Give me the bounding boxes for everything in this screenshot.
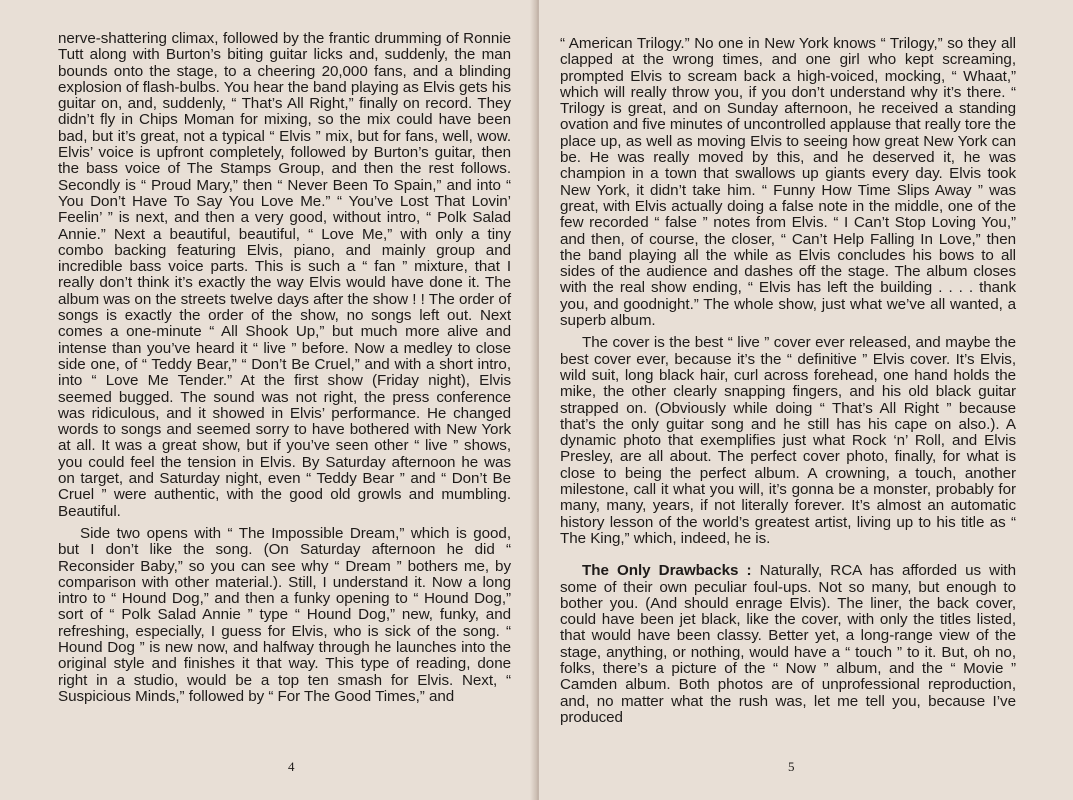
drawbacks-paragraph (560, 563, 1016, 726)
page-number-left: 4 (288, 759, 295, 774)
left-paragraph-1: nerve-shattering climax, followed by the frantic drumming of Ronnie Tutt along with Burton’s biting guitar licks and, suddenly, the man bounds onto the stage, to a cheering 20,000 fans, and a blinding explosion of flash-bulbs. You hear the band playing as Elvis gets his guitar on, and, suddenly, “ That’s All Right,” finally on record. They didn’t fly in Chips Moman for mixing, so the mix could have been bad, but it’s great, not a typical “ Elvis ” mix, but for fans, well, wow. Elvis’ voice is upfront completely, followed by Burton’s guitar, then the bass voice of The Stamps Group, and then the rest follows. Secondly is “ Proud Mary,” then “ Never Been To Spain,” and into “ You Don’t Have To Say You Love Me.” “ You’ve Lost That Lovin’ Feelin’ ” is next, and then a very good, without intro, “ Polk Salad Annie.” Next a beautiful, beautiful, “ Love Me,” with only a tiny combo backing featuring Elvis, piano, and mainly group and incredible bass voice parts. This is such a “ fan ” mixture, that I really don’t think it’s exactly the way Elvis would have done it. The album was on the streets twelve days after the show ! ! The order of songs is exactly the order of the show, no songs left out. Next comes a one-minute “ All Shook Up,” but much more alive and intense than you’ve heard it “ live ” before. Now a medley to close side one, of “ Teddy Bear,” “ Don’t Be Cruel,” and with a short intro, into “ Love Me Tender.” At the first show (Friday night), Elvis seemed bugged. The sound was not right, the press conference was ridiculous, and it showed in Elvis’ performance. He changed words to songs and seemed sorry to have bothered with New York at all. It was a great show, but if you’ve seen other “ live ” shows, you could feel the tension in Elvis. By Saturday afternoon he was on target, and Saturday night, even “ Teddy Bear ” and “ Don’t Be Cruel ” were authentic, with the good old growls and mumbling. Beautiful. (58, 30, 511, 520)
drawbacks-text: Naturally, RCA has afforded us with some of their own peculiar foul-ups. Not so many, but enough to bother you. (And should enrage Elvis). The liner, the back cover, could have been jet black, like the cover, with only the titles listed, that would have been classy. Better yet, a long-range view of the stage, anything, or nothing, would have a “ touch ” to it. But, oh no, folks, there’s a picture of the “ Now ” album, and the “ Movie ” Camden album. Both photos are of unprofessional reproduction, and, no matter what the rush was, let me tell you, because I’ve produced (560, 562, 1016, 726)
right-paragraph-2: The cover is the best “ live ” cover ever released, and maybe the best cover ever, because it’s the “ definitive ” Elvis cover. It’s Elvis, wild suit, long black hair, curl across forehead, one hand holds the mike, the other clearly snapping fingers, and his old black guitar strapped on. (Obviously while doing “ That’s All Right ” because that’s the only guitar song and he still has his cape on also.). A dynamic photo that exemplifies just what Rock ‘n’ Roll, and Elvis Presley, are all about. The perfect cover photo, finally, for what is close to being the perfect album. A crowning, a touch, another milestone, call it what you will, it’s gonna be a monster, probably for many, many, years, if not literally forever. It’s almost an automatic history lesson of the world’s greatest artist, living up to his title as “ The King,” which, indeed, he is. (560, 334, 1016, 547)
drawbacks-heading: The Only Drawbacks : (582, 562, 752, 580)
left-page-text (58, 31, 511, 705)
left-paragraph-2: Side two opens with “ The Impossible Dream,” which is good, but I don’t like the song. (On Saturday afternoon he did “ Reconsider Baby,” so you can see why “ Dream ” bothers me, by comparison with other material.). Still, I understand it. Now a long intro to “ Hound Dog,” and then a funky opening to “ Hound Dog,” sort of “ Polk Salad Annie ” type “ Hound Dog,” new, funky, and refreshing, especially, I guess for Elvis, who is sick of the song. “ Hound Dog ” is new now, and halfway through he launches into the original style and finishes it that way. This type of reading, done right in a studio, would be a top ten smash for Elvis. Next, “ Suspicious Minds,” followed by “ For The Good Times,” and (58, 524, 511, 705)
right-paragraph-1: “ American Trilogy.” No one in New York knows “ Trilogy,” so they all clapped at the wrong times, and one girl who kept screaming, prompted Elvis to scream back a high-voiced, mocking, “ Whaat,” which will really throw you, if you don’t understand why it’s there. “ Trilogy is great, and on Sunday afternoon, he received a standing ovation and five minutes of uncontrolled applause that really tore the place up, as well as moving Elvis to seeing how great New York can be. He was really moved by this, and he deserved it, he was champion in a town that swallows up giants every day. Elvis took New York, it didn’t take him. “ Funny How Time Slips Away ” was great, with Elvis actually doing a false note in the middle, one of the few recorded “ false ” notes from Elvis. “ I Can’t Stop Loving You,” and then, of course, the closer, “ Can’t Help Falling In Love,” then the band playing all the while as Elvis concludes his bows to all sides of the audience and dashes off the stage. The album closes with the real show ending, “ Elvis has left the building . . . . thank you, and goodnight.” The whole show, just what we’ve all wanted, a superb album. (560, 35, 1016, 330)
page-number-right: 5 (788, 759, 795, 774)
right-page (539, 0, 1073, 800)
right-page-text (560, 36, 1016, 726)
